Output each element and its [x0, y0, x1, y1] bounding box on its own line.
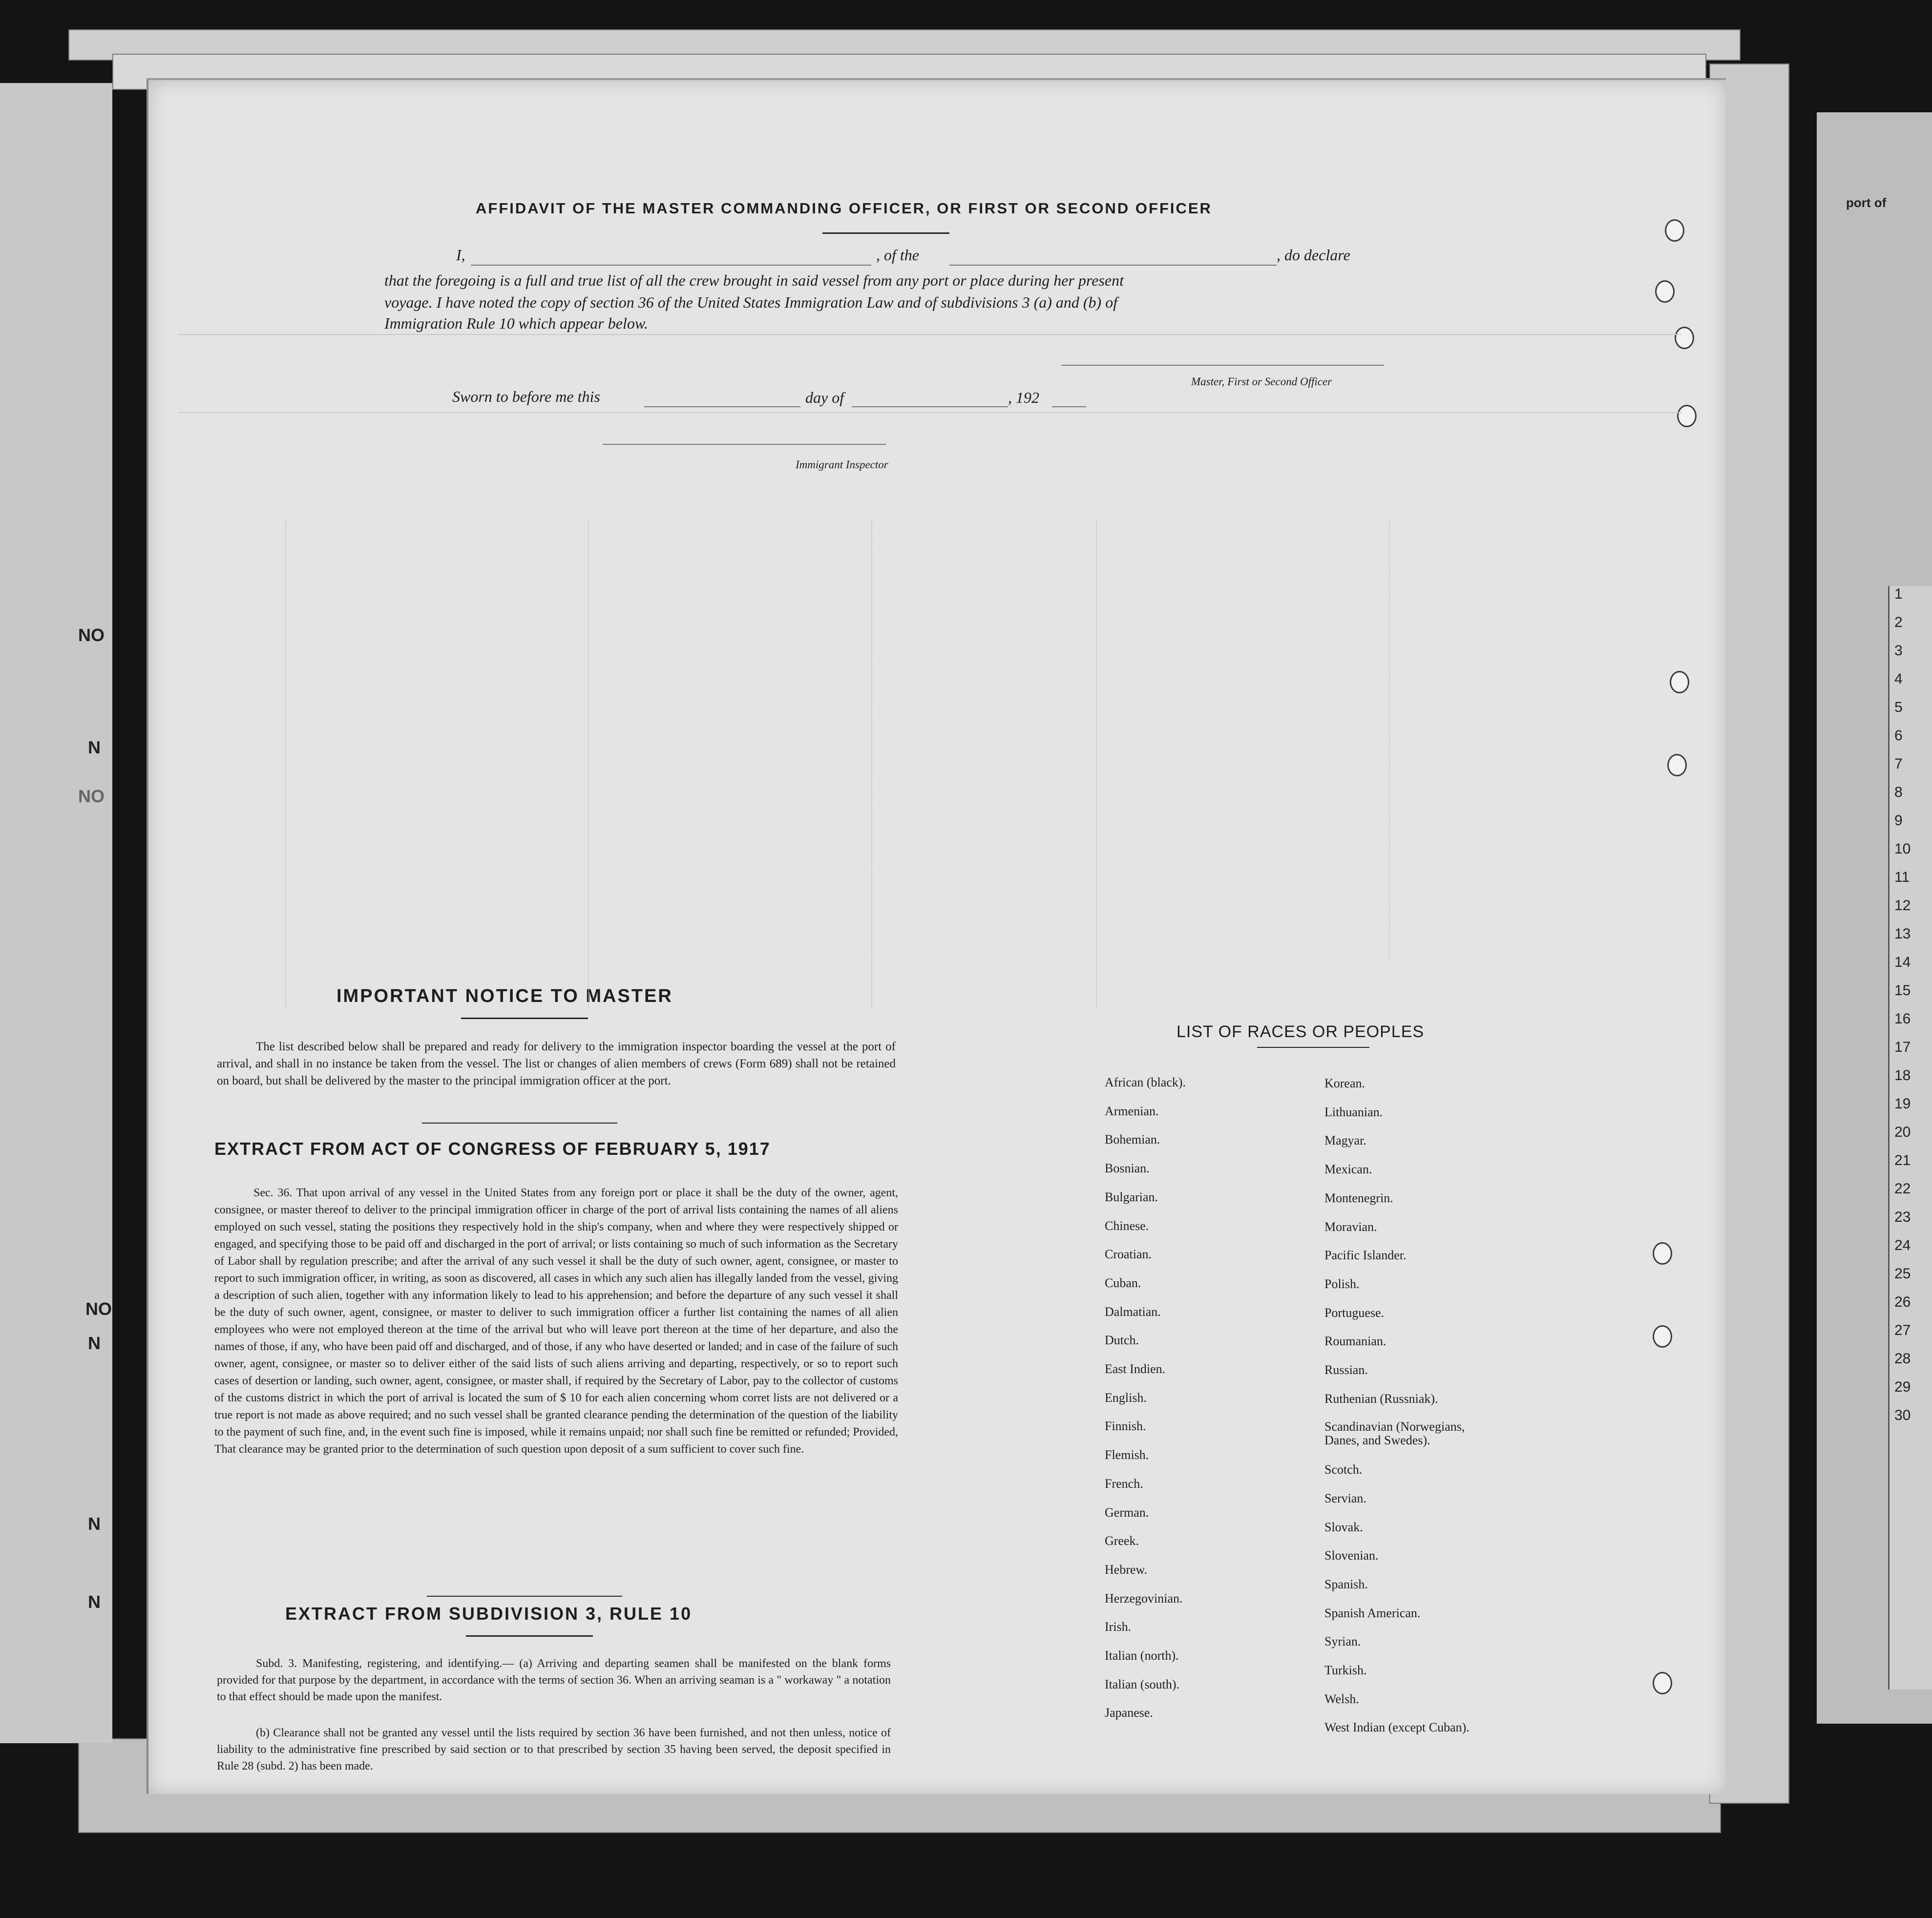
row-number: 8	[1894, 784, 1903, 800]
row-number: 4	[1894, 671, 1903, 687]
right-port-of-label: port of	[1846, 195, 1887, 210]
extract-rule-underline	[466, 1635, 593, 1637]
manifest-back-page	[147, 78, 1726, 1794]
race-entry: Chinese.	[1105, 1218, 1149, 1233]
race-entry: East Indien.	[1105, 1362, 1166, 1376]
punch-hole	[1653, 1672, 1672, 1694]
race-entry: Montenegrin.	[1324, 1190, 1393, 1205]
section-divider	[427, 1596, 622, 1597]
left-edge-text: NO	[78, 786, 105, 806]
vessel-blank-line	[949, 265, 1277, 266]
extract-rule-title: EXTRACT FROM SUBDIVISION 3, RULE 10	[285, 1604, 693, 1624]
affidavit-declare: , do declare	[1277, 246, 1350, 264]
race-entry: Servian.	[1324, 1491, 1366, 1505]
left-underlying-sheet	[0, 83, 112, 1743]
row-number: 25	[1894, 1266, 1911, 1282]
bleed-through-line	[178, 412, 1682, 413]
row-number: 17	[1894, 1039, 1911, 1055]
race-entry: Herzegovinian.	[1105, 1591, 1183, 1605]
day-of-text: day of	[805, 389, 844, 406]
affidavit-of-the: , of the	[876, 246, 919, 264]
race-entry: Syrian.	[1324, 1634, 1361, 1649]
race-entry: Japanese.	[1105, 1706, 1153, 1720]
master-signature-line	[1062, 365, 1384, 366]
row-number: 30	[1894, 1407, 1911, 1423]
race-entry: French.	[1105, 1476, 1143, 1491]
row-number: 7	[1894, 756, 1903, 772]
left-edge-text: NO	[85, 1299, 112, 1319]
sworn-year-line	[1052, 406, 1086, 407]
inspector-signature-line	[603, 444, 886, 445]
row-number: 16	[1894, 1011, 1911, 1027]
race-entry: German.	[1105, 1505, 1149, 1520]
race-entry: West Indian (except Cuban).	[1324, 1720, 1470, 1735]
name-blank-line	[471, 265, 871, 266]
races-title-underline	[1257, 1047, 1369, 1048]
bleed-through-dots	[871, 520, 873, 1008]
race-entry: Korean.	[1324, 1076, 1365, 1090]
row-number: 11	[1894, 869, 1910, 885]
bleed-through-line	[178, 334, 1682, 335]
extract-rule-para-b: (b) Clearance shall not be granted any vessel until the lists required by section 36 have been furnished, and not then unless, notice of liability to the administrative fine prescribed by said section or to that prescribed by section 35 having been served, the deposit specified in Rule 28 (subd. 2) has been made.	[217, 1727, 891, 1772]
sworn-text: Sworn to before me this	[452, 388, 600, 405]
race-entry: Hebrew.	[1105, 1562, 1148, 1577]
row-number: 19	[1894, 1096, 1911, 1112]
notice-text: The list described below shall be prepared and ready for delivery to the immigration inspector boarding the vessel at the port of arrival, and shall in no instance be taken from the vessel. The list or changes of alien members of crews (Form 689) shall not be retained on board, but shall be delivered by the master to the principal immigration officer at the port.	[217, 1040, 896, 1087]
race-entry: Cuban.	[1105, 1275, 1141, 1290]
punch-hole	[1665, 219, 1684, 242]
punch-hole	[1670, 671, 1689, 693]
race-entry: Armenian.	[1105, 1104, 1159, 1118]
punch-hole	[1655, 280, 1675, 303]
left-edge-text: N	[88, 1514, 101, 1534]
sworn-day-line	[644, 406, 800, 407]
row-number: 23	[1894, 1209, 1911, 1225]
bleed-through-dots	[285, 520, 287, 1008]
bleed-through-dots	[588, 520, 590, 1008]
row-number: 12	[1894, 897, 1911, 914]
row-number: 10	[1894, 841, 1911, 857]
notice-title-underline	[461, 1018, 588, 1019]
section-divider	[422, 1123, 617, 1124]
race-entry: Finnish.	[1105, 1419, 1146, 1434]
punch-hole	[1653, 1242, 1672, 1265]
year-text: , 192	[1008, 389, 1039, 406]
affidavit-line-3: voyage. I have noted the copy of section 36 of the United States Immigration Law and of subdivisions 3 (a) and (b) of	[384, 293, 1118, 311]
row-number: 14	[1894, 954, 1911, 970]
row-number: 18	[1894, 1067, 1911, 1084]
affidavit-line-2: that the foregoing is a full and true list of all the crew brought in said vessel from any port or place during her present	[384, 271, 1124, 289]
race-entry: Turkish.	[1324, 1663, 1367, 1677]
race-entry: Roumanian.	[1324, 1334, 1386, 1349]
races-title: LIST OF RACES OR PEOPLES	[1176, 1022, 1425, 1041]
race-entry: Magyar.	[1324, 1133, 1366, 1148]
row-number: 28	[1894, 1351, 1911, 1367]
race-entry: Croatian.	[1105, 1247, 1152, 1262]
row-number: 26	[1894, 1294, 1911, 1310]
left-edge-text: N	[88, 1333, 101, 1353]
race-entry: Flemish.	[1105, 1448, 1149, 1462]
race-entry: Italian (north).	[1105, 1648, 1179, 1663]
row-number: 9	[1894, 813, 1903, 829]
race-entry: Mexican.	[1324, 1162, 1372, 1177]
punch-hole	[1677, 405, 1697, 427]
race-entry: Pacific Islander.	[1324, 1248, 1407, 1263]
master-signature-caption: Master, First or Second Officer	[1191, 375, 1332, 388]
race-entry: Bulgarian.	[1105, 1189, 1158, 1204]
race-entry: Italian (south).	[1105, 1677, 1180, 1691]
race-entry: Bohemian.	[1105, 1132, 1160, 1147]
punch-hole	[1653, 1325, 1672, 1348]
extract-rule-para-a: Subd. 3. Manifesting, registering, and identifying.— (a) Arriving and departing seamen shall be manifested on the blank forms provided for that purpose by the department, in accordance with the terms of section 36. When an arriving seaman is a " workaway " a notation to that effect should be made upon the manifest.	[217, 1657, 891, 1703]
punch-hole	[1667, 754, 1687, 776]
race-entry: Russian.	[1324, 1363, 1368, 1377]
race-entry: Polish.	[1324, 1276, 1360, 1291]
race-entry: Slovak.	[1324, 1520, 1363, 1534]
race-entry: Portuguese.	[1324, 1305, 1385, 1320]
row-number: 3	[1894, 643, 1903, 659]
row-number: 6	[1894, 728, 1903, 744]
inspector-caption: Immigrant Inspector	[796, 459, 888, 471]
race-entry: Welsh.	[1324, 1691, 1359, 1706]
row-number: 24	[1894, 1237, 1911, 1253]
bleed-through-dots	[1096, 520, 1098, 1008]
right-row-numbers	[1888, 586, 1932, 1689]
extract-act-title: EXTRACT FROM ACT OF CONGRESS OF FEBRUARY 5, 1917	[214, 1139, 771, 1159]
affidavit-i: I,	[456, 246, 465, 264]
row-number: 22	[1894, 1181, 1911, 1197]
race-entry: Dutch.	[1105, 1333, 1139, 1348]
row-number: 5	[1894, 699, 1903, 715]
race-entry: Dalmatian.	[1105, 1304, 1161, 1319]
row-number: 13	[1894, 926, 1911, 942]
race-entry: Irish.	[1105, 1620, 1132, 1634]
race-entry: African (black).	[1105, 1075, 1186, 1089]
row-number: 1	[1894, 586, 1903, 602]
extract-act-text: Sec. 36. That upon arrival of any vessel in the United States from any foreign port or place it shall be the duty of the owner, agent, consignee, or master thereof to deliver to the principal immigration officer in charge of the port of arrival lists containing the names of all aliens employed on such vessel, stating the positions they respectively hold in the ship's company, when and where they were respectively shipped or engaged, and specifying those to be paid off and discharged in the port of arrival; or lists containing so much of such information as the Secretary of Labor shall by regulation prescribe; and after the arrival of any such vessel it shall be the duty of such owner, agent, consignee, or master to report to such immigration officer, in writing, as soon as discovered, all cases in which any such alien has illegally landed from the vessel, giving a description of such alien, together with any information likely to lead to his apprehension; and before the departure of any such vessel it shall be the duty of such owner, agent, consignee, or master to deliver to such immigration officer a further list containing the names of all alien employees who were not employed thereon at the time of the arrival but who will leave port thereon at the time of her departure, and also the names of those, if any, who have been paid off and discharged, and of those, if any who have deserted or landed; and in case of the failure of such owner, agent, consignee, or master so to deliver either of the said lists of such aliens arriving and departing, respectively, or so to report such cases of desertion or landing, such owner, agent, consignee, or master shall, if required by the Secretary of Labor, pay to the collector of customs of the customs district in which the port of arrival is located the sum of $ 10 for each alien concerning whom corret lists are not delivered or a true report is not made as above required; and no such vessel shall be granted clearance pending the determination of the question of the liability to the payment of such fine, and, in the event such fine is imposed, while it remains unpaid; nor shall such fine be remitted or refunded; Provided, That clearance may be granted prior to the determination of such question upon deposit of a sum sufficient to cover such fine.	[214, 1187, 898, 1456]
race-entry: Scandinavian (Norwegians, Danes, and Swedes).	[1324, 1419, 1465, 1448]
race-entry: Slovenian.	[1324, 1548, 1379, 1563]
punch-hole	[1675, 327, 1694, 349]
affidavit-line-4: Immigration Rule 10 which appear below.	[384, 314, 648, 332]
affidavit-title-underline	[822, 232, 949, 234]
race-entry: Bosnian.	[1105, 1161, 1150, 1176]
bleed-through-dots	[1389, 520, 1391, 959]
row-number: 27	[1894, 1322, 1911, 1338]
race-entry: Greek.	[1105, 1534, 1139, 1548]
race-entry: Lithuanian.	[1324, 1105, 1383, 1119]
race-entry: Scotch.	[1324, 1462, 1363, 1477]
race-entry: Ruthenian (Russniak).	[1324, 1391, 1438, 1406]
row-number: 2	[1894, 614, 1903, 630]
left-edge-text: N	[88, 1592, 101, 1612]
row-number: 21	[1894, 1152, 1911, 1168]
race-entry: Spanish American.	[1324, 1605, 1421, 1620]
left-edge-text: NO	[78, 625, 105, 645]
row-number: 20	[1894, 1124, 1911, 1140]
row-number: 15	[1894, 982, 1911, 999]
race-entry: Moravian.	[1324, 1219, 1377, 1234]
row-number: 29	[1894, 1379, 1911, 1395]
sworn-month-line	[852, 406, 1008, 407]
notice-title: IMPORTANT NOTICE TO MASTER	[336, 986, 673, 1006]
race-entry: Spanish.	[1324, 1577, 1368, 1591]
affidavit-title: AFFIDAVIT OF THE MASTER COMMANDING OFFICER, OR FIRST OR SECOND OFFICER	[476, 200, 1212, 217]
left-edge-text: N	[88, 737, 101, 757]
race-entry: English.	[1105, 1390, 1147, 1405]
